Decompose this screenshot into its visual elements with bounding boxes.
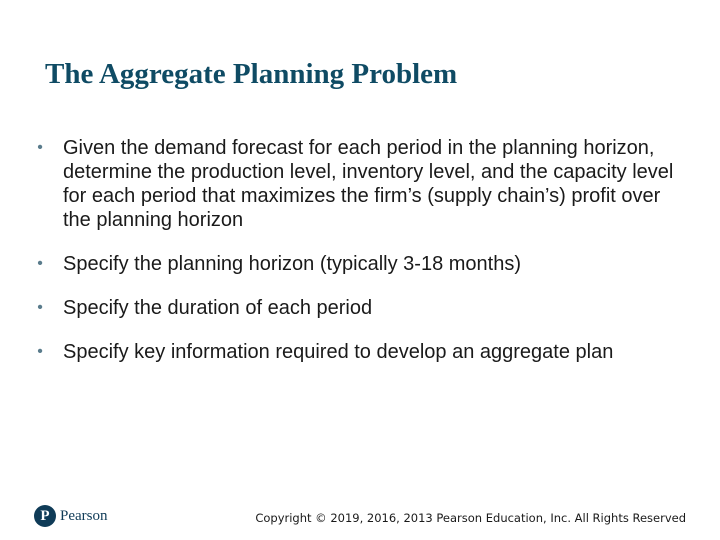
bullet-item [30,296,690,320]
bullet-text: Specify the duration of each period [63,297,373,319]
pearson-wordmark: Pearson [60,507,108,524]
bullet-marker: • [37,343,43,360]
bullet-item [30,340,690,364]
bullet-text: Specify the planning horizon (typically 3-18 months) [63,253,522,275]
bullet-list [30,136,690,364]
bullet-marker: • [37,299,43,316]
copyright-notice: Copyright © 2019, 2016, 2013 Pearson Education, Inc. All Rights Reserved [255,511,686,525]
bullet-marker: • [37,255,43,272]
pearson-logo [34,505,108,527]
bullet-text: Given the demand forecast for each period in the planning horizon, determine the production level, inventory level, and the capacity level for each period that maximizes the firm’s (supply chain’s) profit over the planning horizon [63,137,674,231]
bullet-marker: • [37,139,43,156]
slide-title: The Aggregate Planning Problem [45,58,458,90]
pearson-logo-icon: P [34,505,56,527]
bullet-item [30,136,690,232]
bullet-item [30,252,690,276]
bullet-text: Specify key information required to develop an aggregate plan [63,341,614,363]
